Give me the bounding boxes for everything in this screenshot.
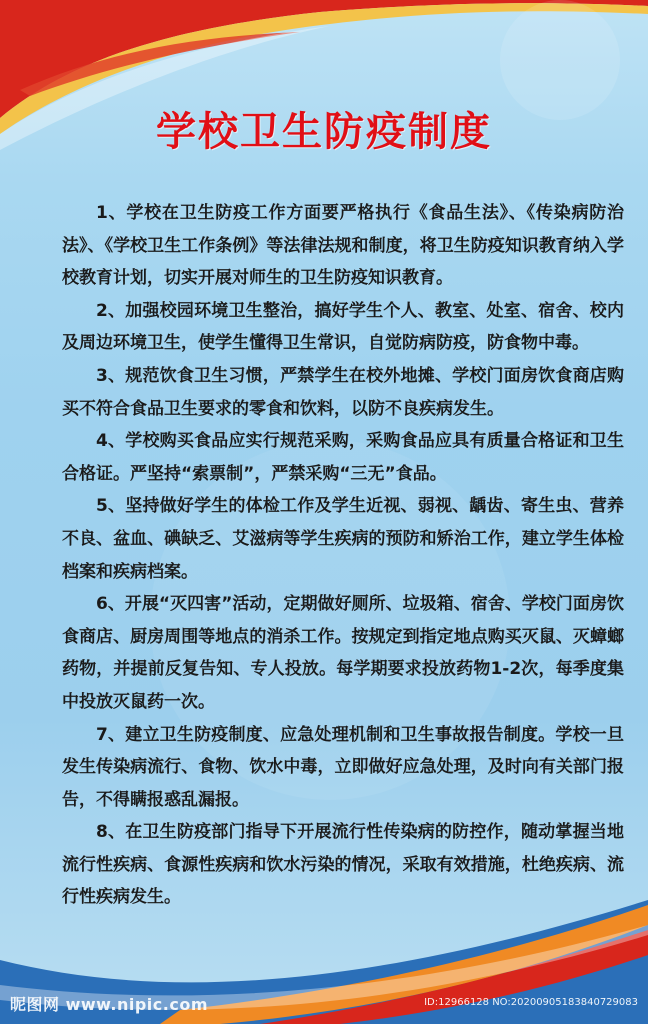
rule-paragraph: 8、在卫生防疫部门指导下开展流行性传染病的防控作，随动掌握当地流行性疾病、食源性疾病和饮水污染的情况，采取有效措施，杜绝疾病、流行性疾病发生。 xyxy=(62,822,624,908)
watermark-site: 昵图网 www.nipic.com xyxy=(10,995,208,1014)
rule-paragraph: 1、学校在卫生防疫工作方面要严格执行《食品生法》、《传染病防治法》、《学校卫生工作条例》等法律法规和制度，将卫生防疫知识教育纳入学校教育计划，切实开展对师生的卫生防疫知识教育。 xyxy=(62,203,624,289)
rule-paragraph: 3、规范饮食卫生习惯，严禁学生在校外地摊、学校门面房饮食商店购买不符合食品卫生要求的零食和饮料，以防不良疾病发生。 xyxy=(62,365,624,419)
rule-paragraph: 7、建立卫生防疫制度、应急处理机制和卫生事故报告制度。学校一旦发生传染病流行、食物、饮水中毒，立即做好应急处理，及时向有关部门报告，不得瞒报惑乱漏报。 xyxy=(62,724,624,810)
watermark-id: ID:12966128 NO:20200905183840729083 xyxy=(424,997,638,1008)
rule-paragraph: 4、学校购买食品应实行规范采购，采购食品应具有质量合格证和卫生合格证。严坚持“索票制”，严禁采购“三无”食品。 xyxy=(62,431,624,484)
rule-paragraph: 6、开展“灭四害”活动，定期做好厕所、垃圾箱、宿舍、学校门面房饮食商店、厨房周围等地点的消杀工作。按规定到指定地点购买灭鼠、灭蟑螂药物，并提前反复告知、专人投放。每学期要求投放药物1-2次，每季度集中投放灭鼠药一次。 xyxy=(62,594,624,712)
rules-body xyxy=(62,197,624,914)
rule-paragraph: 5、坚持做好学生的体检工作及学生近视、弱视、龋齿、寄生虫、营养不良、盆血、碘缺乏、艾滋病等学生疾病的预防和矫治工作，建立学生体检档案和疾病档案。 xyxy=(62,496,624,582)
page-title: 学校卫生防疫制度 xyxy=(156,109,492,155)
rule-paragraph: 2、加强校园环境卫生整治，搞好学生个人、教室、处室、宿舍、校内及周边环境卫生，使学生懂得卫生常识，自觉防病防疫，防食物中毒。 xyxy=(62,300,624,354)
